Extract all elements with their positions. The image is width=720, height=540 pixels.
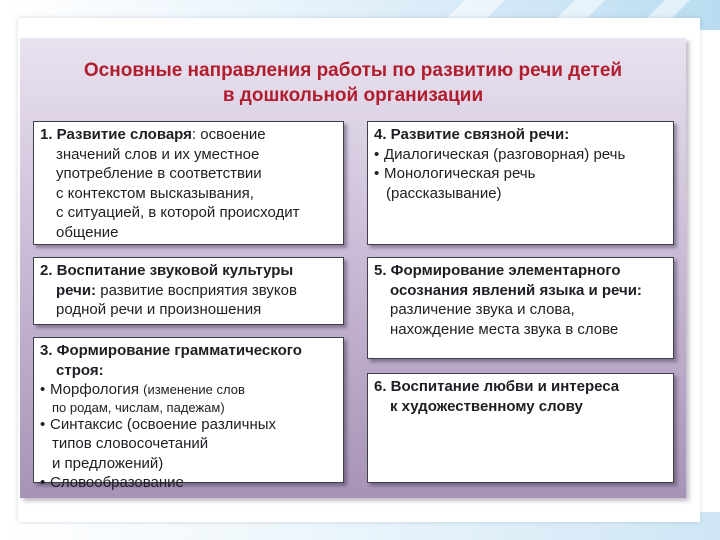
box-heading: 3. Формирование грамматического — [40, 342, 302, 359]
bullet: • — [374, 145, 380, 163]
box-text: нахождение места звука в слове — [390, 320, 619, 338]
box-text: с ситуацией, в которой происходит — [56, 204, 300, 221]
list-item: Диалогическая (разговорная) речь — [384, 145, 626, 163]
box-text: различение звука и слова, — [390, 301, 575, 318]
box-heading: 2. Воспитание звуковой культуры — [40, 262, 294, 279]
box-heading: строя: — [56, 361, 104, 379]
bullet: • — [40, 415, 46, 433]
list-note: по родам, числам, падежам) — [52, 399, 225, 415]
box-heading: к художественному слову — [390, 397, 583, 415]
box-literature-love — [367, 373, 674, 483]
box-heading: 1. Развитие словаря — [40, 126, 192, 143]
box-sound-culture — [33, 257, 344, 325]
box-text: : освоение — [191, 126, 266, 143]
title-line-2: в дошкольной организации — [222, 85, 484, 106]
box-text: развитие восприятия звуков — [96, 281, 297, 299]
list-note: (изменение слов — [143, 382, 245, 397]
slide-title — [20, 58, 686, 108]
list-item-cont: типов словосочетаний — [52, 435, 209, 452]
box-heading: 5. Формирование элементарного — [374, 262, 621, 279]
box-vocabulary — [33, 121, 344, 245]
title-line-1: Основные направления работы по развитию речи детей — [83, 60, 623, 81]
list-item: Морфология — [50, 381, 144, 398]
box-text: употребление в соответствии — [56, 165, 262, 182]
bullet: • — [40, 381, 46, 398]
box-heading: 4. Развитие связной речи: — [374, 126, 570, 143]
box-heading: 6. Воспитание любви и интереса — [374, 378, 620, 395]
box-grammar — [33, 337, 344, 491]
box-text: общение — [56, 223, 119, 241]
box-text: родной речи и произношения — [56, 301, 262, 318]
list-item-cont: и предложений) — [52, 454, 164, 472]
box-text: значений слов и их уместное — [56, 145, 260, 163]
list-item: Монологическая речь — [384, 165, 536, 182]
list-item: Синтаксис (освоение различных — [50, 415, 277, 433]
bullet: • — [374, 165, 380, 182]
list-item: Словообразование — [50, 474, 184, 491]
box-connected-speech — [367, 121, 674, 245]
box-heading: речи: — [56, 281, 97, 299]
box-text: с контекстом высказывания, — [56, 184, 254, 202]
box-language-awareness — [367, 257, 674, 359]
list-item-cont: (рассказывание) — [386, 184, 502, 202]
bullet: • — [40, 474, 46, 491]
box-heading: осознания явлений языка и речи: — [390, 281, 642, 299]
